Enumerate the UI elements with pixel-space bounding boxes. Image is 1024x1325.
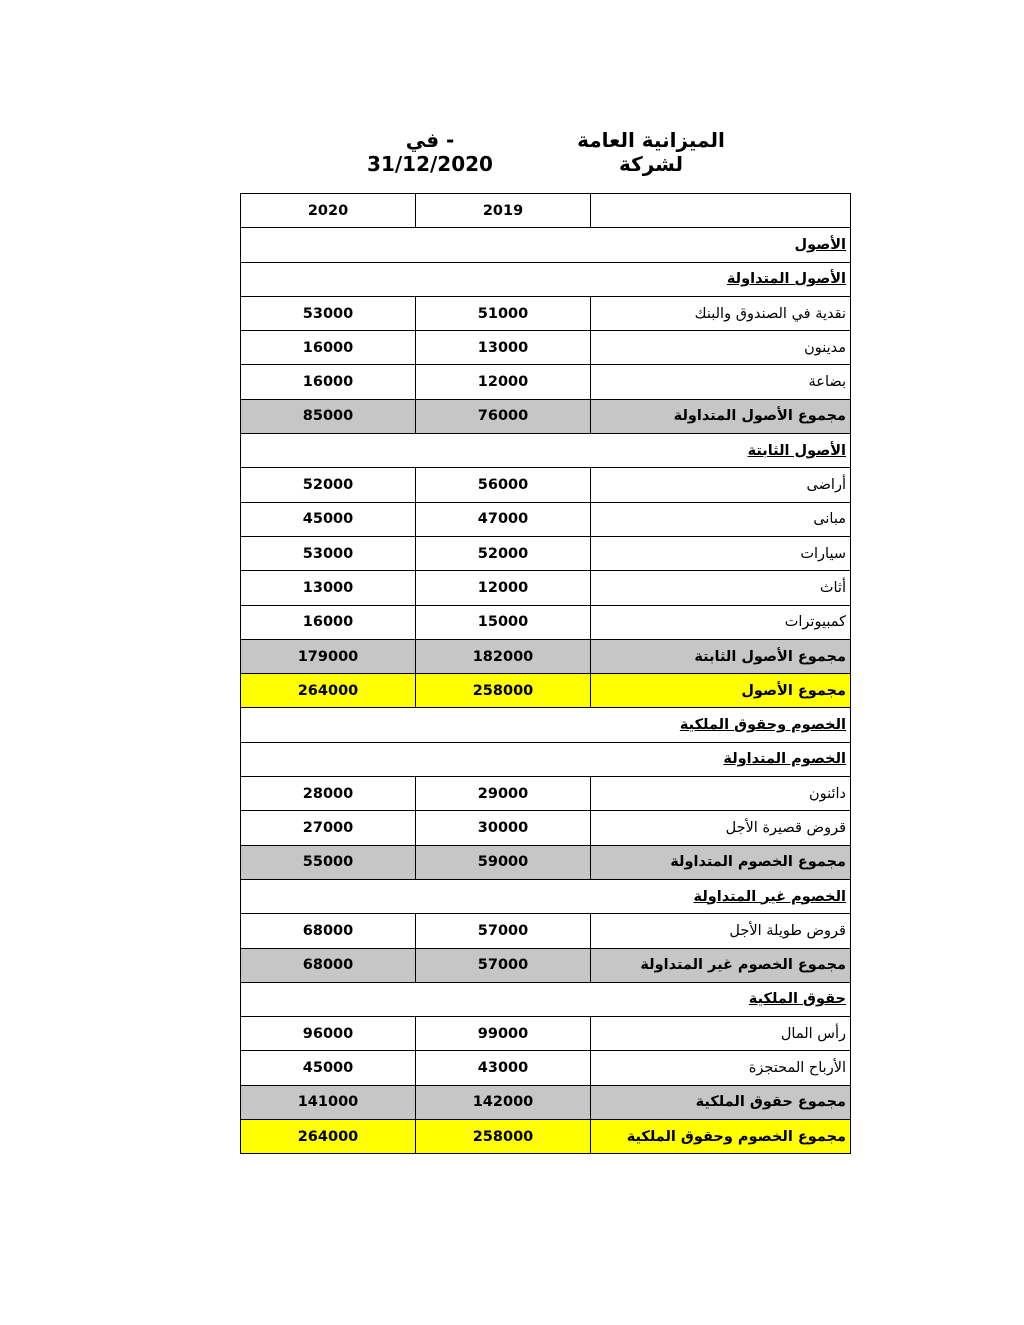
value-2019: 29000 <box>416 777 591 811</box>
row-label: مجموع الخصوم المتداولة <box>591 845 851 879</box>
header-label <box>591 194 851 228</box>
section-row <box>241 434 851 468</box>
title-company: الميزانية العامة لشركة <box>577 128 725 176</box>
section-row <box>241 708 851 742</box>
table-row <box>241 331 851 365</box>
row-label: أثاث <box>591 571 851 605</box>
subtotal-row <box>241 948 851 982</box>
value-2019: 15000 <box>416 605 591 639</box>
row-label: سيارات <box>591 536 851 570</box>
value-2019: 12000 <box>416 571 591 605</box>
value-2019: 51000 <box>416 296 591 330</box>
value-2020: 179000 <box>241 639 416 673</box>
value-2019: 47000 <box>416 502 591 536</box>
row-label: كمبيوترات <box>591 605 851 639</box>
table-row <box>241 1051 851 1085</box>
section-label: الخصوم المتداولة <box>241 742 851 776</box>
value-2020: 27000 <box>241 811 416 845</box>
value-2019: 76000 <box>416 399 591 433</box>
row-label: بضاعة <box>591 365 851 399</box>
subtotal-row <box>241 399 851 433</box>
value-2020: 16000 <box>241 365 416 399</box>
balance-sheet-table <box>240 193 851 1154</box>
row-label: مبانى <box>591 502 851 536</box>
header-row <box>241 194 851 228</box>
value-2019: 182000 <box>416 639 591 673</box>
total-row <box>241 1120 851 1154</box>
document-title <box>240 122 850 176</box>
table-row <box>241 502 851 536</box>
value-2019: 57000 <box>416 948 591 982</box>
table-row <box>241 536 851 570</box>
value-2020: 53000 <box>241 536 416 570</box>
header-2020: 2020 <box>241 194 416 228</box>
row-label: أراضى <box>591 468 851 502</box>
section-row <box>241 879 851 913</box>
section-label: الأصول <box>241 228 851 262</box>
section-label: حقوق الملكية <box>241 982 851 1016</box>
value-2020: 45000 <box>241 1051 416 1085</box>
table-row <box>241 571 851 605</box>
table-row <box>241 365 851 399</box>
subtotal-row <box>241 639 851 673</box>
row-label: مجموع حقوق الملكية <box>591 1085 851 1119</box>
value-2019: 258000 <box>416 1120 591 1154</box>
title-date: - في 31/12/2020 <box>367 128 493 176</box>
section-label: الخصوم وحقوق الملكية <box>241 708 851 742</box>
value-2020: 96000 <box>241 1017 416 1051</box>
section-label: الأصول الثابتة <box>241 434 851 468</box>
row-label: قروض طويلة الأجل <box>591 914 851 948</box>
balance-sheet-body <box>241 194 851 1154</box>
section-row <box>241 742 851 776</box>
row-label: مجموع الأصول <box>591 674 851 708</box>
row-label: الأرباح المحتجزة <box>591 1051 851 1085</box>
value-2020: 16000 <box>241 605 416 639</box>
row-label: مجموع الخصوم وحقوق الملكية <box>591 1120 851 1154</box>
value-2019: 30000 <box>416 811 591 845</box>
table-row <box>241 296 851 330</box>
value-2019: 99000 <box>416 1017 591 1051</box>
value-2020: 68000 <box>241 914 416 948</box>
value-2019: 12000 <box>416 365 591 399</box>
table-row <box>241 468 851 502</box>
value-2020: 13000 <box>241 571 416 605</box>
table-row <box>241 605 851 639</box>
header-2019: 2019 <box>416 194 591 228</box>
value-2019: 258000 <box>416 674 591 708</box>
value-2020: 264000 <box>241 1120 416 1154</box>
row-label: رأس المال <box>591 1017 851 1051</box>
value-2019: 59000 <box>416 845 591 879</box>
value-2020: 53000 <box>241 296 416 330</box>
section-row <box>241 982 851 1016</box>
row-label: نقدية في الصندوق والبنك <box>591 296 851 330</box>
table-row <box>241 914 851 948</box>
section-row <box>241 228 851 262</box>
row-label: قروض قصيرة الأجل <box>591 811 851 845</box>
subtotal-row <box>241 1085 851 1119</box>
row-label: مجموع الأصول المتداولة <box>591 399 851 433</box>
value-2020: 85000 <box>241 399 416 433</box>
value-2019: 142000 <box>416 1085 591 1119</box>
total-row <box>241 674 851 708</box>
value-2020: 45000 <box>241 502 416 536</box>
row-label: مجموع الخصوم غير المتداولة <box>591 948 851 982</box>
value-2020: 55000 <box>241 845 416 879</box>
section-label: الأصول المتداولة <box>241 262 851 296</box>
value-2020: 264000 <box>241 674 416 708</box>
value-2019: 56000 <box>416 468 591 502</box>
value-2020: 16000 <box>241 331 416 365</box>
section-row <box>241 262 851 296</box>
value-2020: 52000 <box>241 468 416 502</box>
value-2020: 68000 <box>241 948 416 982</box>
table-row <box>241 1017 851 1051</box>
value-2019: 57000 <box>416 914 591 948</box>
row-label: مدينون <box>591 331 851 365</box>
value-2020: 141000 <box>241 1085 416 1119</box>
row-label: دائنون <box>591 777 851 811</box>
value-2019: 13000 <box>416 331 591 365</box>
table-row <box>241 777 851 811</box>
value-2020: 28000 <box>241 777 416 811</box>
table-row <box>241 811 851 845</box>
value-2019: 52000 <box>416 536 591 570</box>
value-2019: 43000 <box>416 1051 591 1085</box>
row-label: مجموع الأصول الثابتة <box>591 639 851 673</box>
section-label: الخصوم غير المتداولة <box>241 879 851 913</box>
subtotal-row <box>241 845 851 879</box>
